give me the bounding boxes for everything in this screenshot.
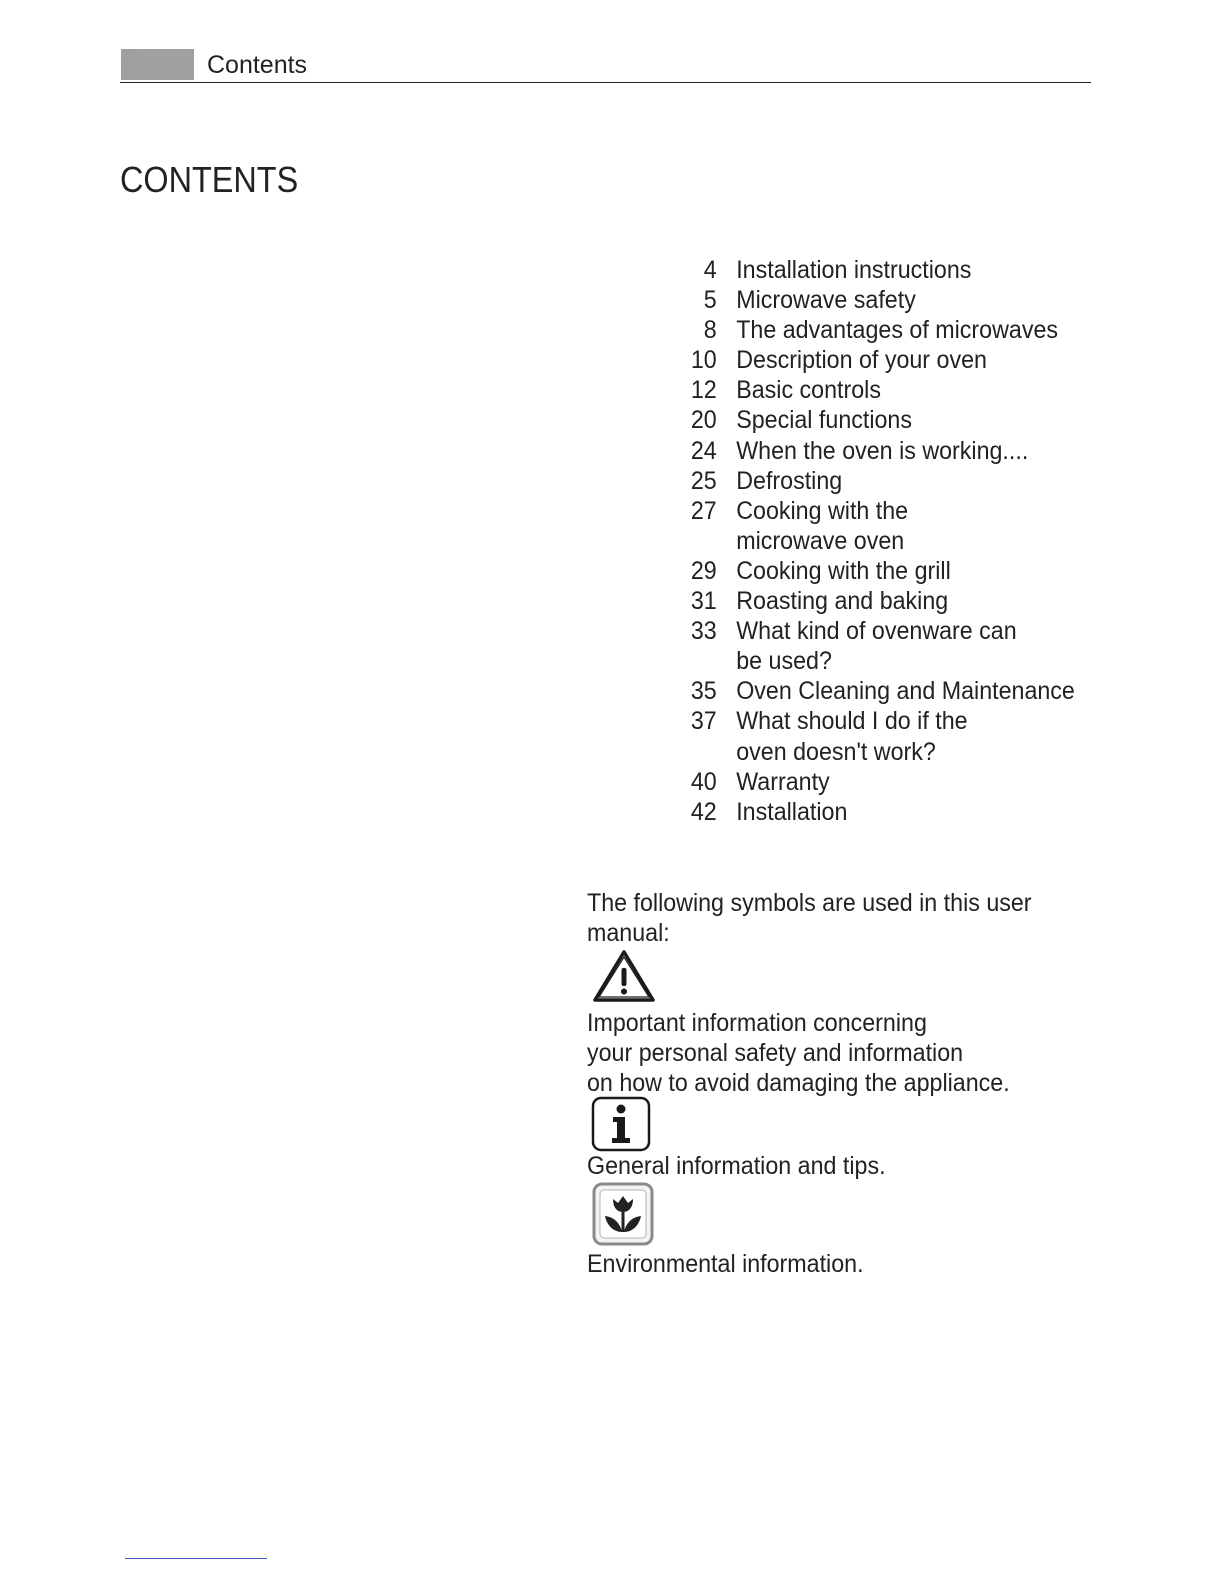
toc-entry-title: Roasting and baking (736, 587, 949, 616)
toc-entry[interactable] (686, 556, 1058, 586)
toc-entry[interactable] (686, 797, 1058, 827)
toc-entry-title: Installation instructions (736, 256, 972, 284)
toc-entry-title: The advantages of microwaves (736, 316, 1059, 345)
toc-entry-title: When the oven is working.... (736, 436, 1029, 465)
toc-entry[interactable] (686, 767, 1058, 797)
toc-page-number: 35 (690, 677, 717, 706)
symbols-intro (587, 888, 1065, 948)
toc-entry-title: Warranty (736, 767, 830, 796)
header-rule (120, 82, 1091, 83)
toc-page-number: 12 (690, 376, 717, 405)
footer-line (125, 1558, 267, 1559)
toc-page-number: 8 (703, 316, 717, 345)
toc-entry[interactable] (686, 405, 1058, 435)
toc-entry-title: Installation (736, 797, 848, 826)
toc-page-number: 33 (690, 617, 717, 646)
toc-entry-title: Cooking with the grill (736, 556, 951, 585)
toc-entry[interactable] (686, 375, 1058, 405)
toc-entry-title: Basic controls (736, 376, 881, 405)
environment-tulip-icon (592, 1182, 654, 1246)
toc-page-number: 10 (690, 346, 717, 375)
page-title: CONTENTS (120, 159, 299, 200)
toc-entry-title: Microwave safety (736, 286, 916, 315)
toc-entry-title: What kind of ovenware can be used? (736, 617, 1017, 676)
toc-entry-title: Defrosting (736, 466, 843, 495)
toc-entry[interactable] (686, 496, 1058, 556)
warning-description-line: Important information concerning (587, 1009, 927, 1037)
toc-page-number: 25 (690, 466, 717, 495)
header-section-label: Contents (207, 51, 308, 79)
toc-page-number: 5 (703, 286, 717, 315)
info-description (587, 1151, 908, 1181)
info-icon (590, 1096, 652, 1152)
toc-entry-title: Description of your oven (736, 346, 987, 375)
toc-entry[interactable] (686, 255, 1058, 285)
toc-entry-title: What should I do if the oven doesn't work? (736, 707, 968, 766)
toc-page-number: 37 (690, 707, 717, 736)
toc-page-number: 20 (690, 406, 717, 435)
toc-entry[interactable] (686, 345, 1058, 375)
warning-description (587, 1008, 1042, 1098)
symbols-intro-line: The following symbols are used in this user (587, 889, 1032, 917)
toc-entry[interactable] (686, 586, 1058, 616)
toc-entry[interactable] (686, 676, 1075, 706)
warning-description-line: your personal safety and information (587, 1039, 964, 1068)
warning-description-line: on how to avoid damaging the appliance. (587, 1069, 1010, 1098)
toc-entry[interactable] (686, 706, 1058, 766)
toc-entry[interactable] (686, 616, 1058, 676)
header-bar (121, 49, 194, 80)
toc-entry[interactable] (686, 315, 1058, 345)
info-description-line: General information and tips. (587, 1152, 886, 1180)
table-of-contents (686, 255, 1075, 827)
toc-entry-title: Oven Cleaning and Maintenance (736, 677, 1075, 706)
toc-page-number: 24 (690, 436, 717, 465)
toc-entry[interactable] (686, 436, 1058, 466)
toc-page-number: 29 (690, 556, 717, 585)
toc-page-number: 27 (690, 496, 717, 525)
toc-page-number: 40 (690, 767, 717, 796)
toc-page-number: 31 (690, 587, 717, 616)
warning-triangle-icon (591, 948, 657, 1004)
toc-page-number: 4 (703, 256, 717, 284)
toc-entry-title: Special functions (736, 406, 913, 435)
toc-entry[interactable] (686, 285, 1058, 315)
toc-entry[interactable] (686, 466, 1058, 496)
toc-page-number: 42 (690, 797, 717, 826)
toc-entry-title: Cooking with the microwave oven (736, 496, 909, 555)
symbols-intro-line: manual: (587, 919, 670, 948)
environment-description-line: Environmental information. (587, 1250, 864, 1278)
environment-description (587, 1249, 884, 1279)
